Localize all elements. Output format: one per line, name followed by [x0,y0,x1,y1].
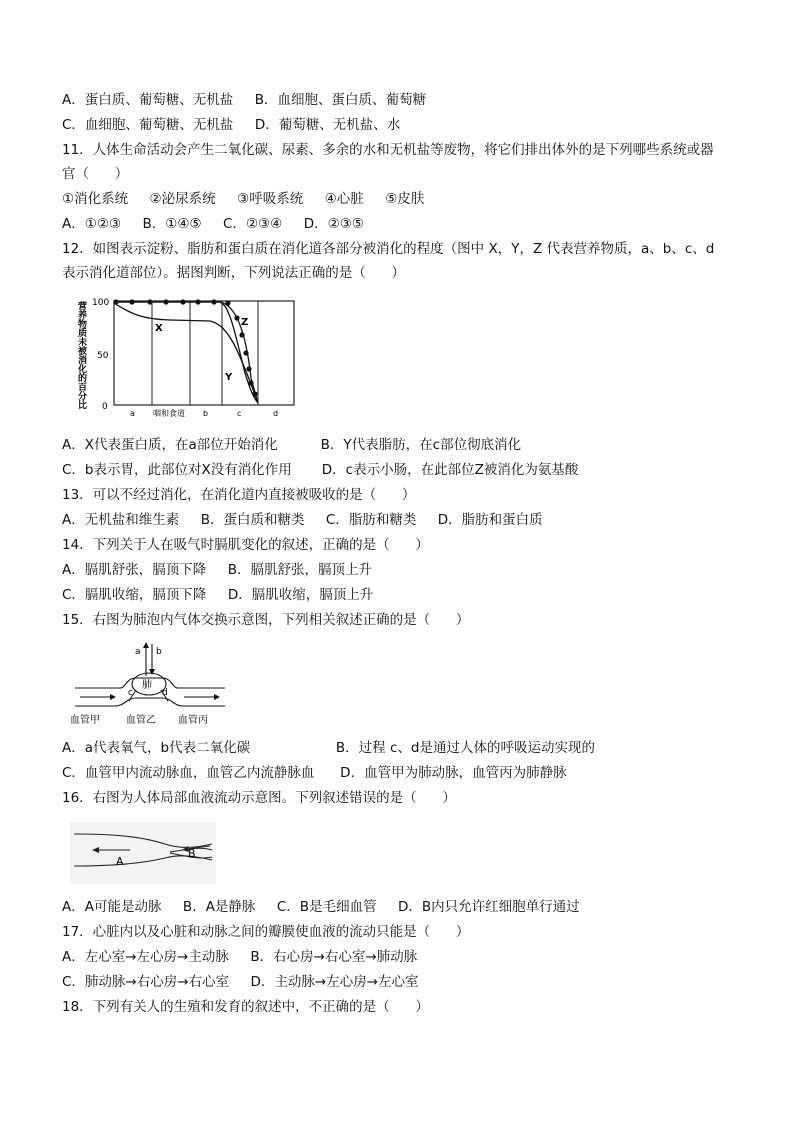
y-tick-0: 0 [102,402,108,412]
vessel-label-yi: 血管乙 [126,715,156,726]
option-line-10-cd: C．血细胞、葡萄糖、无机盐 D．葡萄糖、无机盐、水 [62,117,401,133]
region-label-d: d [273,409,279,418]
question-17-stem: 17．心脏内以及心脏和动脉之间的瓣膜使血液的流动只能是（ ） [62,924,470,940]
arrow-a-head [143,642,149,648]
data-point [180,299,185,304]
question-11-stem-cont: 官（ ） [62,166,129,182]
question-11-items: ①消化系统 ②泌尿系统 ③呼吸系统 ④心脏 ⑤皮肤 [62,191,425,207]
y-title-char: 物 [78,320,88,330]
question-12-option-ab: A．X代表蛋白质，在a部位开始消化 B．Y代表脂肪，在c部位彻底消化 [62,437,522,453]
curve-label-x: X [155,323,163,334]
flow-arrow-left-head [110,694,116,700]
question-16-options: A．A可能是动脉 B．A是静脉 C．B是毛细血管 D．B内只允许红细胞单行通过 [62,899,580,915]
data-point [234,315,239,320]
data-point [239,332,244,337]
region-label-c: c [237,409,242,418]
question-17-option-ab: A．左心室→左心房→主动脉 B．右心房→右心室→肺动脉 [62,949,418,965]
question-12-stem: 12．如图表示淀粉、脂肪和蛋白质在消化道各部分被消化的程度（图中 X，Y，Z 代表营养物质，a、b、c、d [62,241,715,257]
option-line-10-ab: A．蛋白质、葡萄糖、无机盐 B．血细胞、蛋白质、葡萄糖 [62,92,426,108]
y-title-char: 比 [78,401,88,411]
question-17-option-cd: C．肺动脉→右心房→右心室 D．主动脉→左心房→左心室 [62,974,419,990]
flow-arrow-right-head [214,694,220,700]
label-a: A [116,855,124,868]
y-title-char: 消 [78,356,88,366]
arrow-b-head [149,669,155,675]
question-18-stem: 18．下列有关人的生殖和发育的叙述中，不正确的是（ ） [62,999,429,1015]
label-b: B [188,847,196,860]
y-tick-50: 50 [97,351,109,361]
alveolus-exchange-diagram [70,640,232,726]
question-14-option-ab: A．膈肌舒张，膈顶下降 B．膈肌舒张，膈顶上升 [62,562,372,578]
y-title-char: 被 [78,347,88,357]
data-point [163,299,168,304]
label-d: d [162,688,168,698]
y-title-char: 质 [78,329,88,339]
question-14-option-cd: C．膈肌收缩，膈顶下降 D．膈肌收缩，膈顶上升 [62,587,374,603]
region-label-pharynx: 咽和食道 [153,409,185,418]
y-title-char: 养 [78,311,88,321]
data-point [195,299,200,304]
y-title-char: 分 [78,392,88,402]
vessel-lower-wall [75,698,225,706]
digestion-chart [70,293,310,427]
chart-y-axis-title [77,300,88,411]
curve-label-y: Y [225,372,233,383]
vessel-label-bing: 血管丙 [178,715,208,726]
question-14-stem: 14．下列关于人在吸气时膈肌变化的叙述，正确的是（ ） [62,537,429,553]
data-point [211,299,216,304]
data-point [252,391,257,396]
question-11-stem: 11．人体生命活动会产生二氧化碳、尿素、多余的水和无机盐等废物，将它们排出体外的是下列哪些系统或器 [62,142,714,158]
label-b: b [156,647,162,657]
data-point [129,299,134,304]
question-13-options: A．无机盐和维生素 B．蛋白质和糖类 C．脂肪和糖类 D．脂肪和蛋白质 [62,512,543,528]
vessel-label-jia: 血管甲 [70,715,100,726]
region-label-a: a [130,409,135,418]
y-title-char: 未 [78,338,88,348]
label-a: a [135,647,141,657]
data-point [147,299,152,304]
y-title-char: 化 [78,365,88,375]
data-point [225,300,230,305]
curve-label-z: Z [241,317,249,328]
question-15-option-ab: A．a代表氧气，b代表二氧化碳 B．过程 c、d是通过人体的呼吸运动实现的 [62,740,595,756]
question-15-option-cd: C．血管甲内流动脉血，血管乙内流静脉血 D．血管甲为肺动脉，血管丙为肺静脉 [62,765,567,781]
question-15-stem: 15．右图为肺泡内气体交换示意图，下列相关叙述正确的是（ ） [62,612,470,628]
data-point [246,366,251,371]
region-label-b: b [203,409,209,418]
data-point [248,380,253,385]
question-12-option-cd: C．b表示胃，此部位对X没有消化作用 D．c表示小肠，在此部位Z被消化为氨基酸 [62,462,579,478]
y-tick-100: 100 [92,298,110,308]
question-16-stem: 16．右图为人体局部血液流动示意图。下列叙述错误的是（ ） [62,790,456,806]
y-title-char: 百 [78,383,88,393]
label-c: c [128,688,133,698]
y-title-char: 营 [78,302,88,312]
blood-flow-diagram [70,822,216,884]
data-point [243,350,248,355]
question-13-stem: 13．可以不经过消化，在消化道内直接被吸收的是（ ） [62,487,416,503]
y-title-char: 的 [78,374,88,384]
question-11-options: A．①②③ B．①④⑤ C．②③④ D．②③⑤ [62,216,364,232]
data-point [113,299,118,304]
question-12-stem-cont: 表示消化道部位）。据图判断，下列说法正确的是（ ） [62,265,405,281]
alveolus-label: 肺 [142,680,152,691]
